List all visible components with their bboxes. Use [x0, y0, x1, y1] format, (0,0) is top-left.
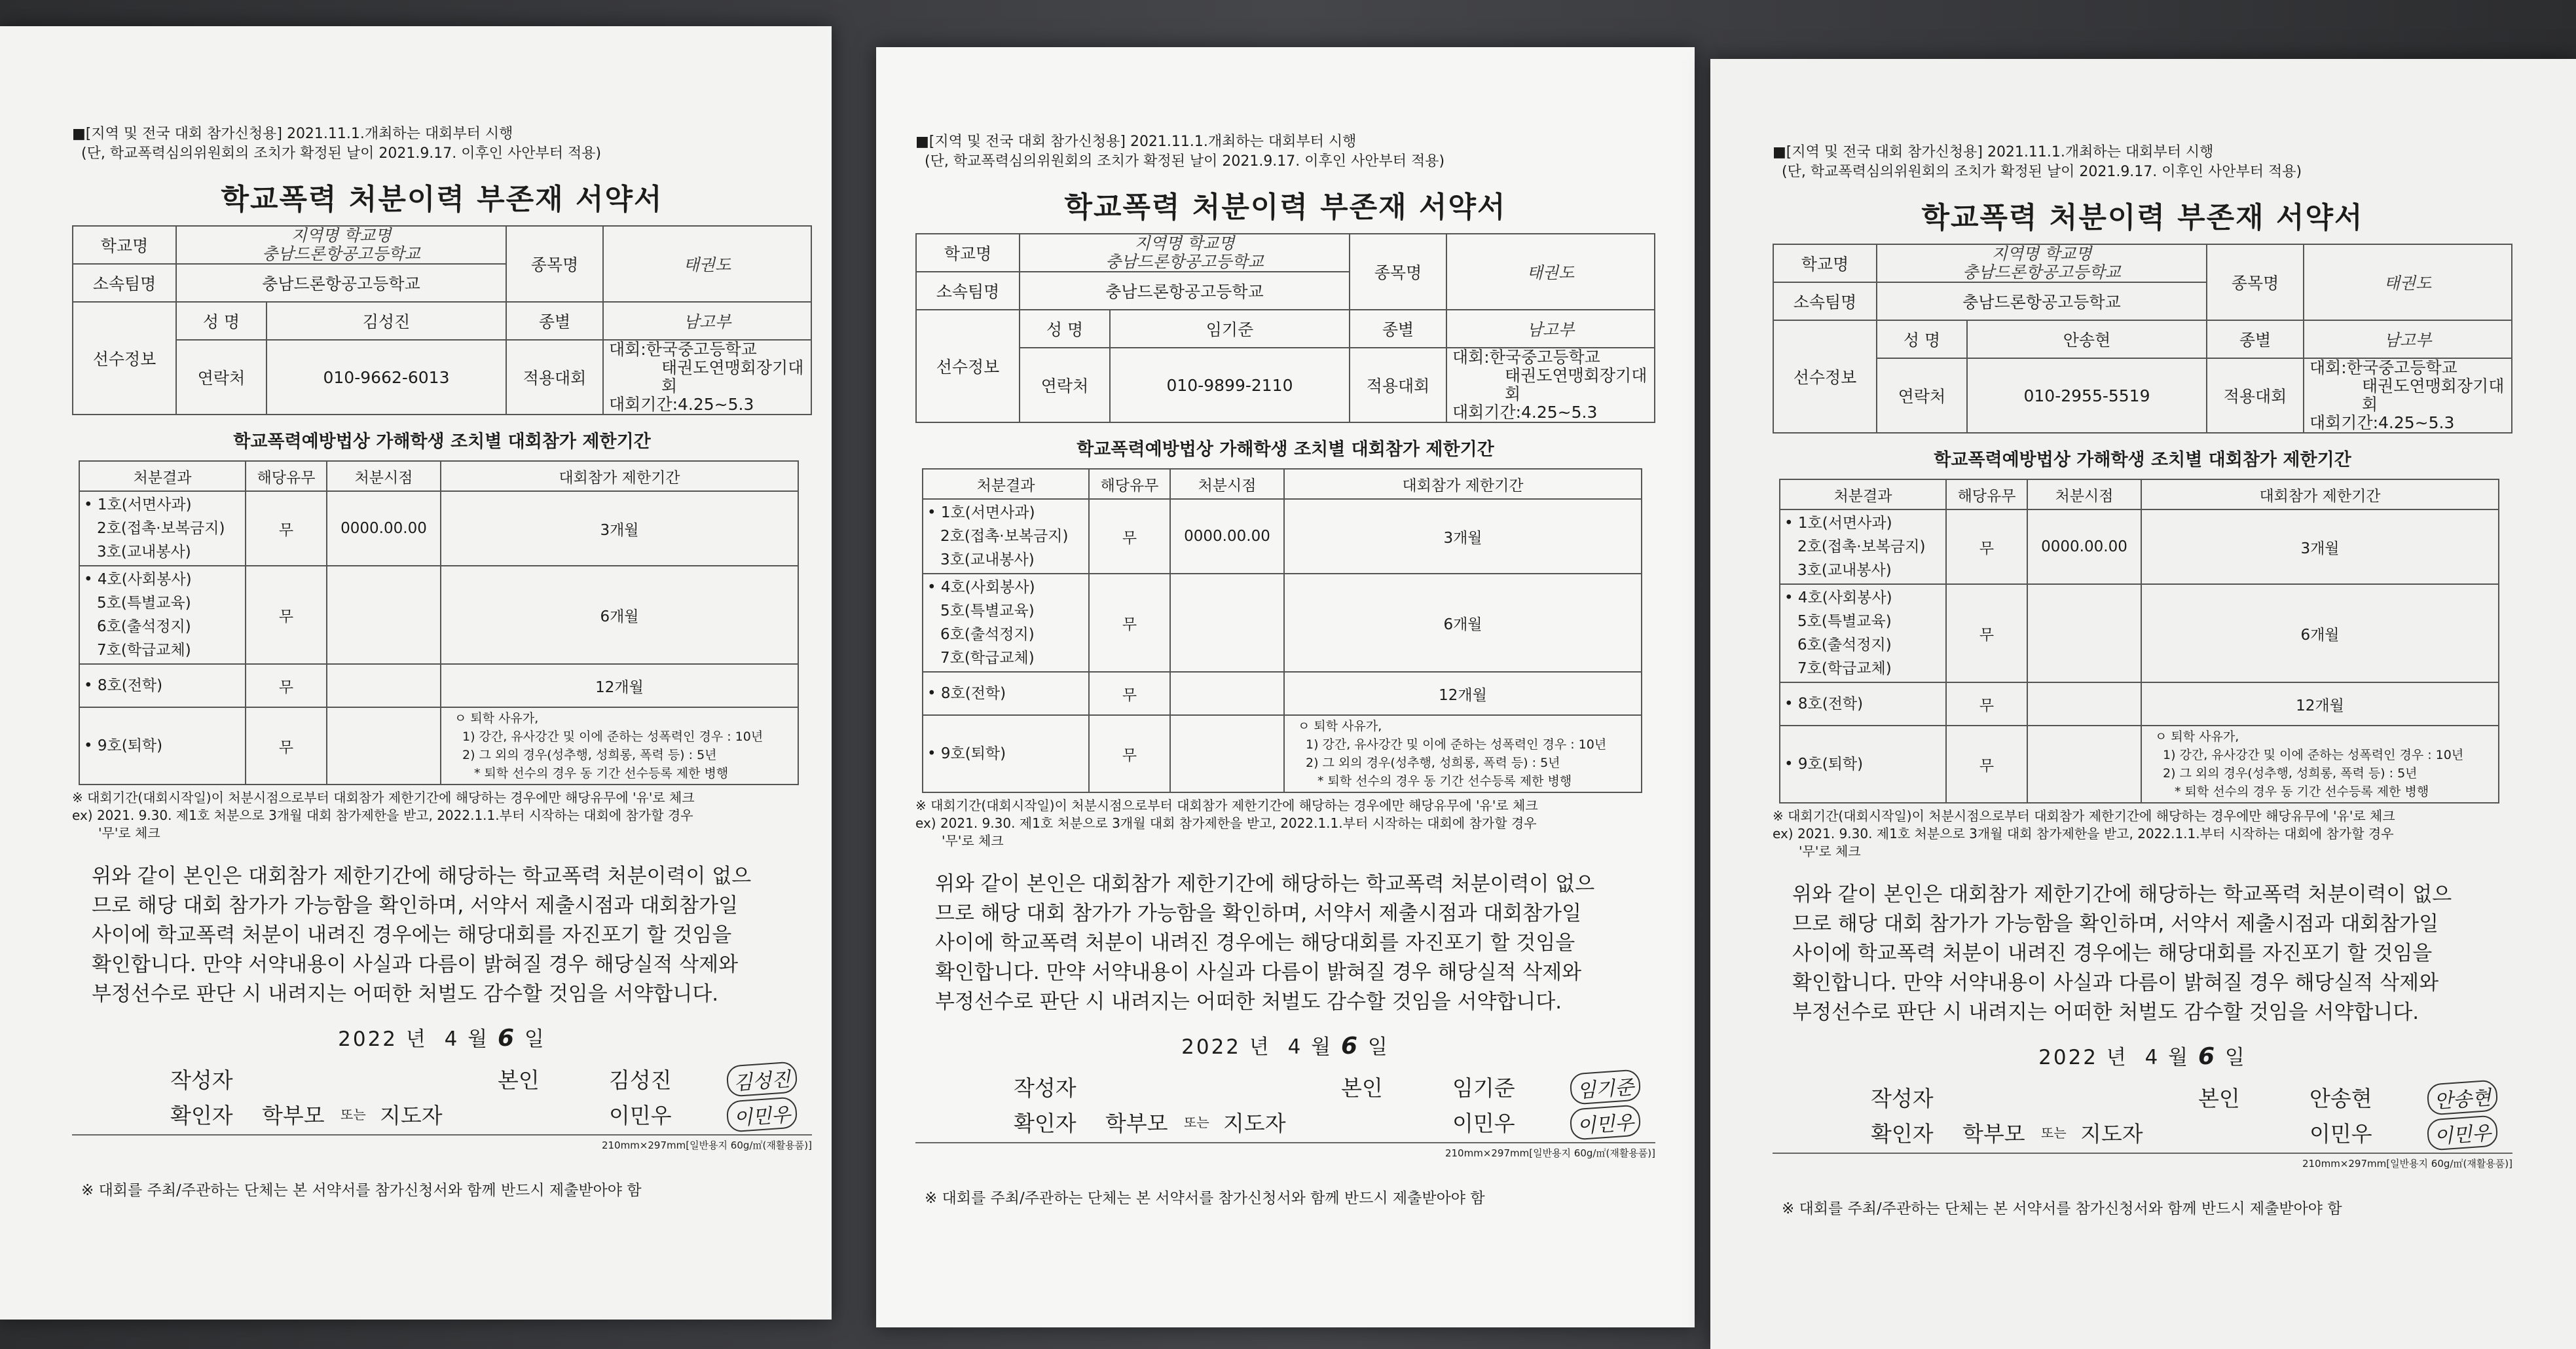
notice-block [915, 132, 1655, 172]
paper-spec: 210mm×297mm[일반용지 60g/㎡(재활용품)] [601, 1139, 812, 1151]
row3-items: • 8호(전학) [923, 672, 1089, 715]
item: 3호(교내봉사) [97, 544, 191, 561]
meet-line1: 대회:한국중고등학교 [1452, 348, 1600, 367]
author-label: 작성자 [1014, 1075, 1076, 1101]
date-month-unit: 월 [1311, 1035, 1333, 1059]
limits-subtitle: 학교폭력예방법상 가해학생 조치별 대회참가 제한기간 [1076, 439, 1494, 460]
label-applied-meet: 적용대회 [2207, 358, 2304, 433]
label-gender: 종별 [1350, 310, 1446, 348]
table-row [79, 707, 798, 785]
header-date: 처분시점 [2027, 479, 2141, 509]
coach-label: 지도자 [380, 1103, 443, 1128]
meet-line2: 태권도연맹회장기대회 [2362, 377, 2505, 414]
row3-date [327, 664, 441, 707]
pledge-line: 확인합니다. 만약 서약내용이 사실과 다름이 밝혀질 경우 해당실적 삭제와 [935, 961, 1582, 984]
item: • 4호(사회봉사) [927, 579, 1035, 596]
phone-value: 010-9662-6013 [267, 340, 506, 415]
phone-value: 010-2955-5519 [1967, 358, 2207, 433]
row4-limit [1284, 715, 1642, 792]
row2-date [1170, 574, 1284, 672]
item: 7호(학급교체) [1797, 660, 1892, 677]
row4-items: • 9호(퇴학) [79, 707, 246, 785]
player-name-value: 김성진 [267, 302, 506, 340]
player-name-value: 임기준 [1110, 310, 1350, 348]
row3-limit: 12개월 [441, 664, 798, 707]
item: 2호(접촉·보복금지) [940, 528, 1069, 545]
table-row [1780, 726, 2499, 803]
row3-limit: 12개월 [2141, 682, 2499, 726]
pledge-line: 확인합니다. 만약 서약내용이 사실과 다름이 밝혀질 경우 해당실적 삭제와 [92, 953, 739, 976]
row2-limit: 6개월 [1284, 574, 1642, 672]
meet-line3: 대회기간:4.25~5.3 [609, 395, 754, 414]
team-value: 충남드론항공고등학교 [1877, 282, 2207, 320]
coach-signature: 이민우 [726, 1096, 798, 1132]
row4-items: • 9호(퇴학) [1780, 726, 1946, 803]
header-limit: 대회참가 제한기간 [2141, 479, 2499, 509]
row1-limit: 3개월 [1284, 499, 1642, 574]
verifier-row [915, 1103, 1655, 1138]
item: • 1호(서면사과) [84, 496, 192, 513]
limit-line: ㅇ 퇴학 사유가, [2155, 730, 2239, 744]
label-player-info: 선수정보 [916, 310, 1020, 422]
school-name-line2: 충남드론항공고등학교 [1105, 252, 1264, 271]
table-row [1780, 682, 2499, 726]
notice-line-2: (단, 학교폭력심의위원회의 조치가 확정된 날이 2021.9.17. 이후인 사안부터 적용) [81, 145, 602, 162]
meet-line1: 대회:한국중고등학교 [2309, 358, 2457, 377]
limit-line: ㅇ 퇴학 사유가, [454, 711, 539, 726]
row1-limit: 3개월 [2141, 509, 2499, 584]
bottom-note: ※ 대회를 주최/주관하는 단체는 본 서약서를 참가신청서와 함께 반드시 제출받아야 함 [1782, 1200, 2342, 1217]
row4-date [1170, 715, 1284, 792]
bottom-note: ※ 대회를 주최/주관하는 단체는 본 서약서를 참가신청서와 함께 반드시 제출받아야 함 [81, 1182, 642, 1199]
limit-line: 2) 그 외의 경우(성추행, 성희롱, 폭력 등) : 5년 [462, 748, 717, 762]
row4-limit [2141, 726, 2499, 803]
limit-line: 1) 강간, 유사강간 및 이에 준하는 성폭력인 경우 : 10년 [462, 730, 764, 744]
meet-line2: 태권도연맹회장기대회 [661, 358, 804, 396]
footnote-1: ※ 대회기간(대회시작일)이 처분시점으로부터 대회참가 제한기간에 해당하는 경우에만 해당유무에 '유'로 체크 [915, 798, 1538, 813]
player-name-value: 안송현 [1967, 320, 2207, 358]
row2-has: 무 [1089, 574, 1170, 672]
row2-items [923, 574, 1089, 672]
label-player-info: 선수정보 [73, 302, 176, 415]
parent-label: 학부모 [1962, 1121, 2025, 1147]
notice-line-2: (단, 학교폭력심의위원회의 조치가 확정된 날이 2021.9.17. 이후인 사안부터 적용) [925, 153, 1445, 170]
label-event: 종목명 [2207, 244, 2304, 320]
or-label: 또는 [1184, 1115, 1209, 1130]
limits-subtitle: 학교폭력예방법상 가해학생 조치별 대회참가 제한기간 [1934, 450, 2351, 470]
label-event: 종목명 [506, 226, 603, 302]
school-name-value [1877, 244, 2207, 282]
row3-has: 무 [1946, 682, 2027, 726]
team-value: 충남드론항공고등학교 [176, 264, 506, 302]
author-row [915, 1067, 1655, 1103]
row1-items [1780, 509, 1946, 584]
date-year-unit: 년 [405, 1027, 428, 1051]
label-applied-meet: 적용대회 [1350, 348, 1446, 422]
pledge-line: 부정선수로 판단 시 내려지는 어떠한 처벌도 감수할 것임을 서약합니다. [935, 990, 1562, 1014]
school-name-line2: 충남드론항공고등학교 [262, 244, 420, 263]
school-name-line1: 지역명 학교명 [291, 226, 392, 245]
pledge-line: 부정선수로 판단 시 내려지는 어떠한 처벌도 감수할 것임을 서약합니다. [1792, 1001, 2420, 1024]
pledge-line: 므로 해당 대회 참가가 가능함을 확인하며, 서약서 제출시점과 대회참가일 [1792, 912, 2439, 936]
row2-items [1780, 584, 1946, 682]
row1-has: 무 [246, 491, 327, 566]
row1-has: 무 [1089, 499, 1170, 574]
coach-name: 이민우 [1452, 1111, 1515, 1136]
date-year-unit: 년 [1249, 1035, 1271, 1059]
verifier-label: 확인자 [170, 1103, 233, 1128]
item: 6호(출석정지) [940, 626, 1035, 643]
label-name: 성 명 [1877, 320, 1967, 358]
row2-limit: 6개월 [441, 566, 798, 664]
limits-table [79, 460, 799, 785]
row3-has: 무 [1089, 672, 1170, 715]
label-team: 소속팀명 [916, 272, 1020, 310]
self-label: 본인 [2198, 1086, 2240, 1111]
row4-has: 무 [1089, 715, 1170, 792]
footnote-2: ex) 2021. 9.30. 제1호 처분으로 3개월 대회 참가제한을 받고, 2022.1.1.부터 시작하는 대회에 참가할 경우 [72, 807, 693, 823]
date-month-unit: 월 [2168, 1046, 2190, 1069]
pledge-line: 사이에 학교폭력 처분이 내려진 경우에는 해당대회를 자진포기 할 것임을 [1792, 942, 2433, 965]
footnote-1: ※ 대회기간(대회시작일)이 처분시점으로부터 대회참가 제한기간에 해당하는 경우에만 해당유무에 '유'로 체크 [1773, 808, 2395, 824]
header-date: 처분시점 [327, 461, 441, 491]
table-row [923, 715, 1642, 792]
notice-line-1: ■[지역 및 전국 대회 참가신청용] 2021.11.1.개최하는 대회부터 시행 [1773, 144, 2214, 160]
table-row [1780, 584, 2499, 682]
school-name-value [1020, 234, 1350, 272]
pledge-line: 므로 해당 대회 참가가 가능함을 확인하며, 서약서 제출시점과 대회참가일 [92, 894, 739, 917]
pledge-sheet-3 [1710, 59, 2576, 1349]
meet-line1: 대회:한국중고등학교 [609, 340, 757, 359]
header-result: 처분결과 [923, 469, 1089, 499]
pledge-line: 부정선수로 판단 시 내려지는 어떠한 처벌도 감수할 것임을 서약합니다. [92, 982, 719, 1006]
info-table [915, 233, 1655, 423]
row3-limit: 12개월 [1284, 672, 1642, 715]
gender-value: 남고부 [2304, 320, 2512, 358]
school-name-line2: 충남드론항공고등학교 [1962, 263, 2121, 282]
item: 6호(출석정지) [97, 618, 191, 635]
item: • 4호(사회봉사) [1784, 589, 1892, 606]
row2-has: 무 [1946, 584, 2027, 682]
pledge-text [1792, 880, 2499, 1027]
header-limit: 대회참가 제한기간 [441, 461, 798, 491]
date-year: 2022 [2038, 1046, 2099, 1069]
notice-block [1773, 143, 2512, 182]
school-name-value [176, 226, 506, 264]
table-row [79, 664, 798, 707]
row3-items: • 8호(전학) [1780, 682, 1946, 726]
paper-spec: 210mm×297mm[일반용지 60g/㎡(재활용품)] [1444, 1147, 1655, 1159]
date-day: 6 [1340, 1033, 1360, 1060]
row4-has: 무 [1946, 726, 2027, 803]
row2-items [79, 566, 246, 664]
footnotes [1773, 807, 2512, 860]
row1-date: 0000.00.00 [1170, 499, 1284, 574]
author-signature: 김성진 [726, 1061, 798, 1097]
verifier-label: 확인자 [1871, 1121, 1934, 1147]
header-result: 처분결과 [1780, 479, 1946, 509]
row2-date [327, 566, 441, 664]
item: • 4호(사회봉사) [84, 571, 192, 588]
coach-signature: 이민우 [2426, 1115, 2498, 1151]
row2-has: 무 [246, 566, 327, 664]
footnote-3: '무'로 체크 [98, 825, 160, 841]
date-day-unit: 일 [2224, 1046, 2247, 1069]
notice-line-1: ■[지역 및 전국 대회 참가신청용] 2021.11.1.개최하는 대회부터 시행 [915, 134, 1357, 150]
pledge-text [935, 870, 1642, 1017]
coach-label: 지도자 [1223, 1111, 1286, 1136]
label-gender: 종별 [2207, 320, 2304, 358]
author-label: 작성자 [1871, 1086, 1934, 1111]
gender-value: 남고부 [1446, 310, 1655, 348]
table-row [923, 574, 1642, 672]
notice-block [72, 124, 812, 164]
limit-line: ㅇ 퇴학 사유가, [1298, 719, 1382, 733]
pledge-line: 확인합니다. 만약 서약내용이 사실과 다름이 밝혀질 경우 해당실적 삭제와 [1792, 971, 2439, 995]
meet-value [2304, 358, 2512, 433]
author-name: 임기준 [1452, 1075, 1515, 1101]
item: • 1호(서면사과) [1784, 515, 1892, 532]
label-contact: 연락처 [1877, 358, 1967, 433]
label-contact: 연락처 [1020, 348, 1110, 422]
date-month-unit: 월 [468, 1027, 490, 1051]
row1-items [79, 491, 246, 566]
item: 2호(접촉·보복금지) [97, 520, 225, 537]
row2-date [2027, 584, 2141, 682]
footnote-2: ex) 2021. 9.30. 제1호 처분으로 3개월 대회 참가제한을 받고, 2022.1.1.부터 시작하는 대회에 참가할 경우 [915, 815, 1537, 831]
limit-line: 2) 그 외의 경우(성추행, 성희롱, 폭력 등) : 5년 [1306, 756, 1560, 770]
bottom-note: ※ 대회를 주최/주관하는 단체는 본 서약서를 참가신청서와 함께 반드시 제출받아야 함 [925, 1190, 1485, 1207]
item: 5호(특별교육) [97, 595, 191, 612]
row2-limit: 6개월 [2141, 584, 2499, 682]
self-label: 본인 [1341, 1075, 1383, 1101]
pledge-line: 사이에 학교폭력 처분이 내려진 경우에는 해당대회를 자진포기 할 것임을 [935, 931, 1575, 955]
pledge-sheet-2 [876, 47, 1695, 1327]
table-row [79, 491, 798, 566]
pledge-date [915, 1030, 1655, 1060]
coach-name: 이민우 [2309, 1121, 2372, 1147]
pledge-date [1773, 1041, 2512, 1070]
pledge-line: 사이에 학교폭력 처분이 내려진 경우에는 해당대회를 자진포기 할 것임을 [92, 923, 732, 947]
verifier-row [72, 1095, 812, 1130]
label-school: 학교명 [916, 234, 1020, 272]
limits-table [1779, 479, 2499, 804]
info-table [72, 225, 812, 415]
header-has: 해당유무 [1089, 469, 1170, 499]
date-day-unit: 일 [1367, 1035, 1389, 1059]
author-signature: 임기준 [1569, 1069, 1641, 1105]
row1-has: 무 [1946, 509, 2027, 584]
limit-line: 2) 그 외의 경우(성추행, 성희롱, 폭력 등) : 5년 [2163, 766, 2418, 781]
item: 7호(학급교체) [97, 642, 191, 659]
phone-value: 010-9899-2110 [1110, 348, 1350, 422]
label-event: 종목명 [1350, 234, 1446, 310]
row3-date [1170, 672, 1284, 715]
row1-date: 0000.00.00 [327, 491, 441, 566]
label-applied-meet: 적용대회 [506, 340, 603, 415]
author-row [1773, 1078, 2512, 1113]
divider [915, 1142, 1655, 1143]
label-team: 소속팀명 [73, 264, 176, 302]
item: 3호(교내봉사) [940, 551, 1035, 568]
meet-line2: 태권도연맹회장기대회 [1505, 366, 1647, 403]
label-name: 성 명 [176, 302, 267, 340]
author-row [72, 1060, 812, 1095]
pledge-line: 므로 해당 대회 참가가 가능함을 확인하며, 서약서 제출시점과 대회참가일 [935, 902, 1582, 925]
footnote-3: '무'로 체크 [942, 833, 1004, 849]
meet-line3: 대회기간:4.25~5.3 [2309, 413, 2455, 432]
coach-signature: 이민우 [1569, 1104, 1641, 1140]
item: 5호(특별교육) [940, 602, 1035, 619]
notice-line-1: ■[지역 및 전국 대회 참가신청용] 2021.11.1.개최하는 대회부터 시행 [72, 126, 513, 142]
verifier-label: 확인자 [1014, 1111, 1076, 1136]
school-name-line1: 지역명 학교명 [1991, 244, 2092, 263]
parent-label: 학부모 [262, 1103, 325, 1128]
header-has: 해당유무 [246, 461, 327, 491]
date-month: 4 [2144, 1046, 2160, 1069]
footnotes [72, 789, 812, 842]
table-row [923, 672, 1642, 715]
author-label: 작성자 [170, 1067, 233, 1093]
pledge-line: 위와 같이 본인은 대회참가 제한기간에 해당하는 학교폭력 처분이력이 없으 [1792, 883, 2452, 906]
label-contact: 연락처 [176, 340, 267, 415]
divider [1773, 1153, 2512, 1154]
row3-items: • 8호(전학) [79, 664, 246, 707]
item: 5호(특별교육) [1797, 613, 1892, 630]
table-row [923, 499, 1642, 574]
meet-value [603, 340, 811, 415]
coach-name: 이민우 [609, 1103, 672, 1128]
limit-line: * 퇴학 선수의 경우 동 기간 선수등록 제한 병행 [1317, 774, 1572, 788]
coach-label: 지도자 [2080, 1121, 2143, 1147]
item: 2호(접촉·보복금지) [1797, 538, 1926, 555]
team-value: 충남드론항공고등학교 [1020, 272, 1350, 310]
notice-line-2: (단, 학교폭력심의위원회의 조치가 확정된 날이 2021.9.17. 이후인 사안부터 적용) [1782, 164, 2302, 180]
label-player-info: 선수정보 [1773, 320, 1877, 433]
document-title: 학교폭력 처분이력 부존재 서약서 [1921, 201, 2364, 234]
pledge-line: 위와 같이 본인은 대회참가 제한기간에 해당하는 학교폭력 처분이력이 없으 [92, 864, 752, 888]
date-year: 2022 [338, 1027, 398, 1051]
pledge-date [72, 1022, 812, 1052]
label-school: 학교명 [1773, 244, 1877, 282]
paper-spec: 210mm×297mm[일반용지 60g/㎡(재활용품)] [2302, 1158, 2512, 1170]
date-day: 6 [497, 1025, 517, 1052]
pledge-text [92, 862, 799, 1009]
row4-limit [441, 707, 798, 785]
item: 3호(교내봉사) [1797, 562, 1892, 579]
event-value: 태권도 [603, 226, 811, 302]
or-label: 또는 [2041, 1125, 2067, 1141]
verifier-row [1773, 1113, 2512, 1149]
label-gender: 종별 [506, 302, 603, 340]
meet-line3: 대회기간:4.25~5.3 [1452, 403, 1598, 422]
author-name: 김성진 [609, 1067, 672, 1093]
footnote-1: ※ 대회기간(대회시작일)이 처분시점으로부터 대회참가 제한기간에 해당하는 경우에만 해당유무에 '유'로 체크 [72, 790, 695, 805]
limit-line: 1) 강간, 유사강간 및 이에 준하는 성폭력인 경우 : 10년 [1306, 737, 1607, 752]
row4-items: • 9호(퇴학) [923, 715, 1089, 792]
limit-line: * 퇴학 선수의 경우 동 기간 선수등록 제한 병행 [2175, 785, 2429, 799]
item: • 1호(서면사과) [927, 504, 1035, 521]
or-label: 또는 [340, 1107, 366, 1122]
row1-items [923, 499, 1089, 574]
date-month: 4 [444, 1027, 460, 1051]
row3-has: 무 [246, 664, 327, 707]
footnotes [915, 797, 1655, 850]
limit-line: * 퇴학 선수의 경우 동 기간 선수등록 제한 병행 [474, 766, 729, 781]
footnote-3: '무'로 체크 [1799, 843, 1861, 859]
divider [72, 1134, 812, 1136]
row1-limit: 3개월 [441, 491, 798, 566]
event-value: 태권도 [2304, 244, 2512, 320]
event-value: 태권도 [1446, 234, 1655, 310]
row4-has: 무 [246, 707, 327, 785]
header-has: 해당유무 [1946, 479, 2027, 509]
row3-date [2027, 682, 2141, 726]
pledge-line: 위와 같이 본인은 대회참가 제한기간에 해당하는 학교폭력 처분이력이 없으 [935, 872, 1595, 896]
row1-date: 0000.00.00 [2027, 509, 2141, 584]
label-name: 성 명 [1020, 310, 1110, 348]
pledge-sheet-1 [0, 26, 832, 1320]
limits-subtitle: 학교폭력예방법상 가해학생 조치별 대회참가 제한기간 [233, 432, 651, 452]
date-day-unit: 일 [524, 1027, 546, 1051]
row4-date [2027, 726, 2141, 803]
gender-value: 남고부 [603, 302, 811, 340]
table-row [79, 566, 798, 664]
item: 6호(출석정지) [1797, 637, 1892, 654]
footnote-2: ex) 2021. 9.30. 제1호 처분으로 3개월 대회 참가제한을 받고, 2022.1.1.부터 시작하는 대회에 참가할 경우 [1773, 826, 2394, 841]
date-year-unit: 년 [2106, 1046, 2128, 1069]
date-month: 4 [1287, 1035, 1303, 1059]
item: 7호(학급교체) [940, 650, 1035, 667]
author-name: 안송현 [2309, 1086, 2372, 1111]
parent-label: 학부모 [1105, 1111, 1168, 1136]
info-table [1773, 244, 2512, 434]
label-team: 소속팀명 [1773, 282, 1877, 320]
row4-date [327, 707, 441, 785]
date-day: 6 [2198, 1043, 2217, 1070]
date-year: 2022 [1181, 1035, 1242, 1059]
table-row [1780, 509, 2499, 584]
meet-value [1446, 348, 1655, 422]
label-school: 학교명 [73, 226, 176, 264]
school-name-line1: 지역명 학교명 [1134, 234, 1235, 253]
limits-table [922, 468, 1642, 793]
header-date: 처분시점 [1170, 469, 1284, 499]
self-label: 본인 [498, 1067, 540, 1093]
document-title: 학교폭력 처분이력 부존재 서약서 [1064, 191, 1507, 224]
header-limit: 대회참가 제한기간 [1284, 469, 1642, 499]
author-signature: 안송현 [2426, 1079, 2498, 1115]
header-result: 처분결과 [79, 461, 246, 491]
limit-line: 1) 강간, 유사강간 및 이에 준하는 성폭력인 경우 : 10년 [2163, 748, 2464, 762]
document-title: 학교폭력 처분이력 부존재 서약서 [221, 183, 663, 216]
